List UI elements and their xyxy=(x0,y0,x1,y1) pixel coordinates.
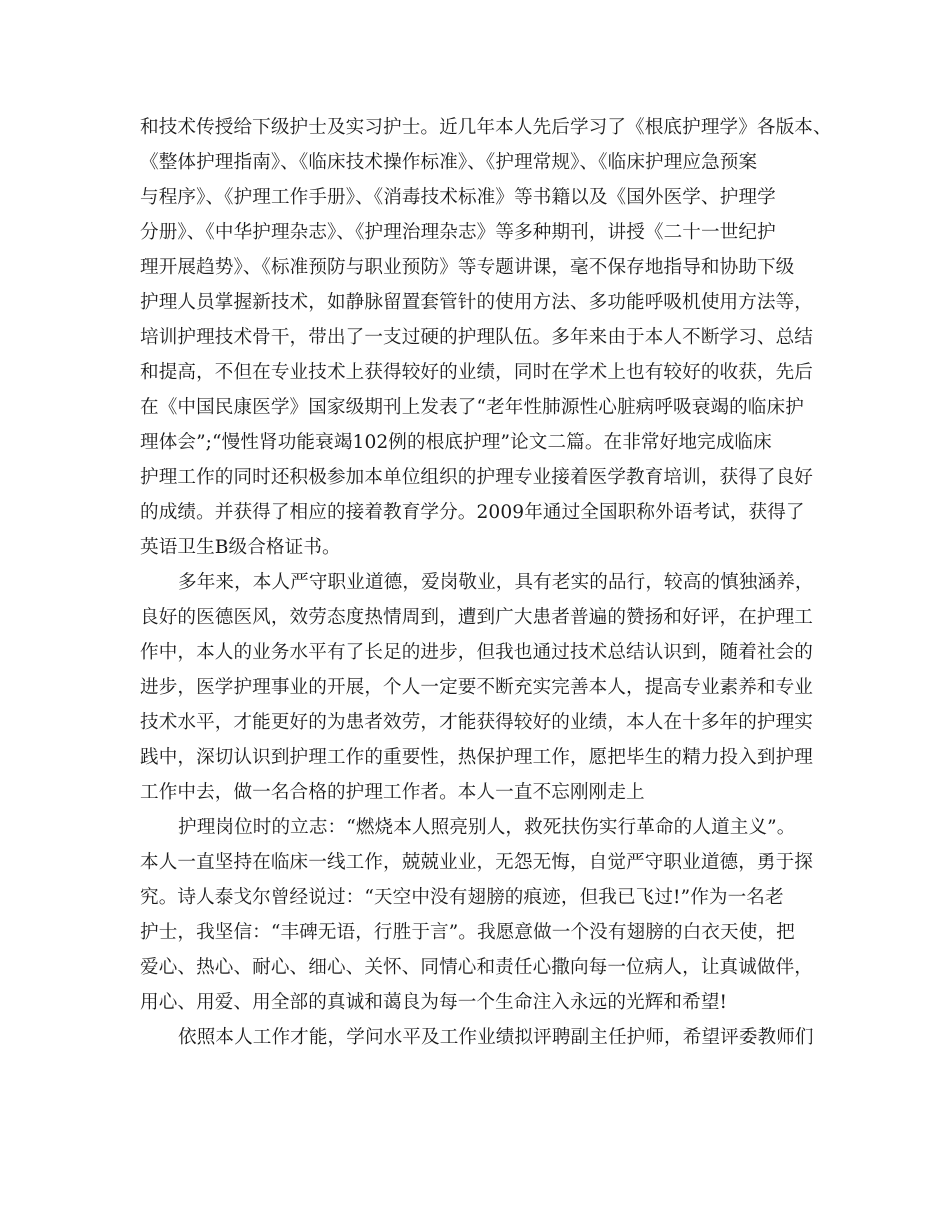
text-line: 护理工作的同时还积极参加本单位组织的护理专业接着医学教育培训，获得了良好 xyxy=(140,467,813,488)
text-line: 本人一直坚持在临床一线工作，兢兢业业，无怨无悔，自觉严守职业道德，勇于探 xyxy=(140,852,813,873)
text-line: 分册》、《中华护理杂志》、《护理治理杂志》等多种期刊，讲授《二十一世纪护 xyxy=(140,222,776,243)
text-line: 技术水平，才能更好的为患者效劳，才能获得较好的业绩，本人在十多年的护理实 xyxy=(140,712,813,733)
text-line: 践中，深切认识到护理工作的重要性，热保护理工作，愿把毕生的精力投入到护理 xyxy=(140,747,813,768)
text-line: 良好的医德医风，效劳态度热情周到，遭到广大患者普遍的赞扬和好评，在护理工 xyxy=(140,607,813,628)
text-line: 护理人员掌握新技术，如静脉留置套管针的使用方法、多功能呼吸机使用方法等， xyxy=(140,292,813,313)
text-line: 护士，我坚信：“丰碑无语，行胜于言”。我愿意做一个没有翅膀的白衣天使，把 xyxy=(140,922,795,943)
text-line: 培训护理技术骨干，带出了一支过硬的护理队伍。多年来由于本人不断学习、总结 xyxy=(140,327,813,348)
text-line: 护理岗位时的立志：“燃烧本人照亮别人，救死扶伤实行革命的人道主义”。 xyxy=(178,817,796,838)
text-line: 《整体护理指南》、《临床技术操作标准》、《护理常规》、《临床护理应急预案 xyxy=(140,152,758,173)
text-line: 作中，本人的业务水平有了长足的进步，但我也通过技术总结认识到，随着社会的 xyxy=(140,642,813,663)
text-line: 爱心、热心、耐心、细心、关怀、同情心和责任心撒向每一位病人，让真诚做伴， xyxy=(140,957,813,978)
text-line: 的成绩。并获得了相应的接着教育学分。2009年通过全国职称外语考试，获得了 xyxy=(140,502,805,523)
text-line: 理体会”;“慢性肾功能衰竭102例的根底护理”论文二篇。在非常好地完成临床 xyxy=(140,432,772,453)
text-line: 在《中国民康医学》国家级期刊上发表了“老年性肺源性心脏病呼吸衰竭的临床护 xyxy=(140,397,804,418)
text-line: 和技术传授给下级护士及实习护士。近几年本人先后学习了《根底护理学》各版本、 xyxy=(140,117,832,138)
text-line: 究。诗人泰戈尔曾经说过：“天空中没有翅膀的痕迹，但我已飞过!”作为一名老 xyxy=(140,887,784,908)
text-line: 与程序》、《护理工作手册》、《消毒技术标准》等书籍以及《国外医学、护理学 xyxy=(140,187,776,208)
text-line: 多年来，本人严守职业道德，爱岗敬业，具有老实的品行，较高的慎独涵养， xyxy=(178,572,814,593)
text-line: 依照本人工作才能，学问水平及工作业绩拟评聘副主任护师，希望评委教师们 xyxy=(178,1027,814,1048)
text-line: 进步，医学护理事业的开展，个人一定要不断充实完善本人，提高专业素养和专业 xyxy=(140,677,813,698)
text-line: 和提高，不但在专业技术上获得较好的业绩，同时在学术上也有较好的收获，先后 xyxy=(140,362,813,383)
text-line: 用心、用爱、用全部的真诚和蔼良为每一个生命注入永远的光辉和希望! xyxy=(140,992,728,1013)
text-line: 工作中去，做一名合格的护理工作者。本人一直不忘刚刚走上 xyxy=(140,782,645,803)
text-line: 理开展趋势》、《标准预防与职业预防》等专题讲课，毫不保存地指导和协助下级 xyxy=(140,257,795,278)
text-line: 英语卫生B级合格证书。 xyxy=(140,537,341,558)
